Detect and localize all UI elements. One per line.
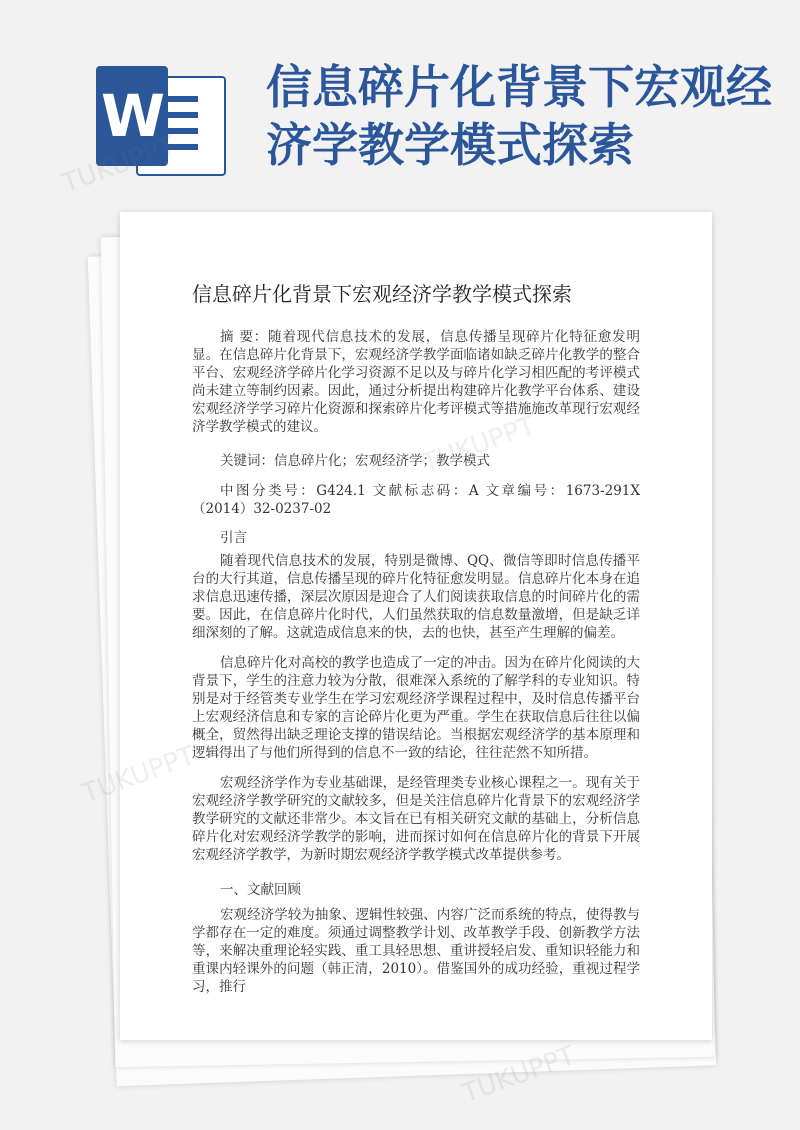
banner-title: 信息碎片化背景下宏观经济学教学模式探索 [266,60,772,172]
keywords: 关键词：信息碎片化；宏观经济学；教学模式 [220,453,490,469]
watermark: TUKUPPT [458,1040,580,1110]
intro-heading: 引言 [220,530,247,546]
word-letter-badge: W [96,66,168,166]
word-icon [96,66,226,176]
paragraph: 随着现代信息技术的发展，特别是微博、QQ、微信等即时信息传播平台的大行其道，信息传播呈现的碎片化特征愈发明显。信息碎片化本身在追求信息迅速传播，深层次原因是迎合了人们阅读获取信息的时间碎片化的需要。因此，在信息碎片化时代，人们虽然获取的信息数量激增，但是缺乏详细深刻的了解。这就造成信息来的快，去的也快，甚至产生理解的偏差。 [192,553,640,641]
paragraph: 信息碎片化对高校的教学也造成了一定的冲击。因为在碎片化阅读的大背景下，学生的注意力较为分散，很难深入系统的了解学科的专业知识。特别是对于经管类专业学生在学习宏观经济学课程过程中，及时信息传播平台上宏观经济信息和专家的言论碎片化更为严重。学生在获取信息后往往以偏概全，贸然得出缺乏理论支撑的错误结论。当根据宏观经济学的基本原理和逻辑得出了与他们所得到的信息不一致的结论，往往茫然不知所措。 [192,655,640,761]
document-page [120,212,712,1040]
banner [0,0,800,200]
classification-info: 中图分类号：G424.1 文献标志码：A 文章编号：1673-291X（2014）32-0237-02 [192,483,640,517]
paragraph: 宏观经济学较为抽象、逻辑性较强、内容广泛而系统的特点，使得教与学都存在一定的难度。须通过调整教学计划、改革教学手段、创新教学方法等，来解决重理论轻实践、重工具轻思想、重讲授轻启发、重知识轻能力和重课内轻课外的问题（韩正清，2010）。借鉴国外的成功经验，重视过程学习，推行 [192,907,640,995]
paragraph: 宏观经济学作为专业基础课，是经管理类专业核心课程之一。现有关于宏观经济学教学研究的文献较多，但是关注信息碎片化背景下的宏观经济学教学研究的文献还非常少。本文旨在已有相关研究文献的基础上，分析信息碎片化对宏观经济学教学的影响，进而探讨如何在信息碎片化的背景下开展宏观经济学教学，为新时期宏观经济学教学模式改革提供参考。 [192,775,640,863]
document-title: 信息碎片化背景下宏观经济学教学模式探索 [192,282,572,306]
abstract: 摘 要：随着现代信息技术的发展，信息传播呈现碎片化特征愈发明显。在信息碎片化背景下，宏观经济学教学面临诸如缺乏碎片化教学的整合平台、宏观经济学碎片化学习资源不足以及与碎片化学习相匹配的考评模式尚未建立等制约因素。因此，通过分析提出构建碎片化教学平台体系、建设宏观经济学学习碎片化资源和探索碎片化考评模式等措施施改革现行宏观经济学教学模式的建议。 [192,329,640,435]
section-heading: 一、文献回顾 [220,882,301,898]
